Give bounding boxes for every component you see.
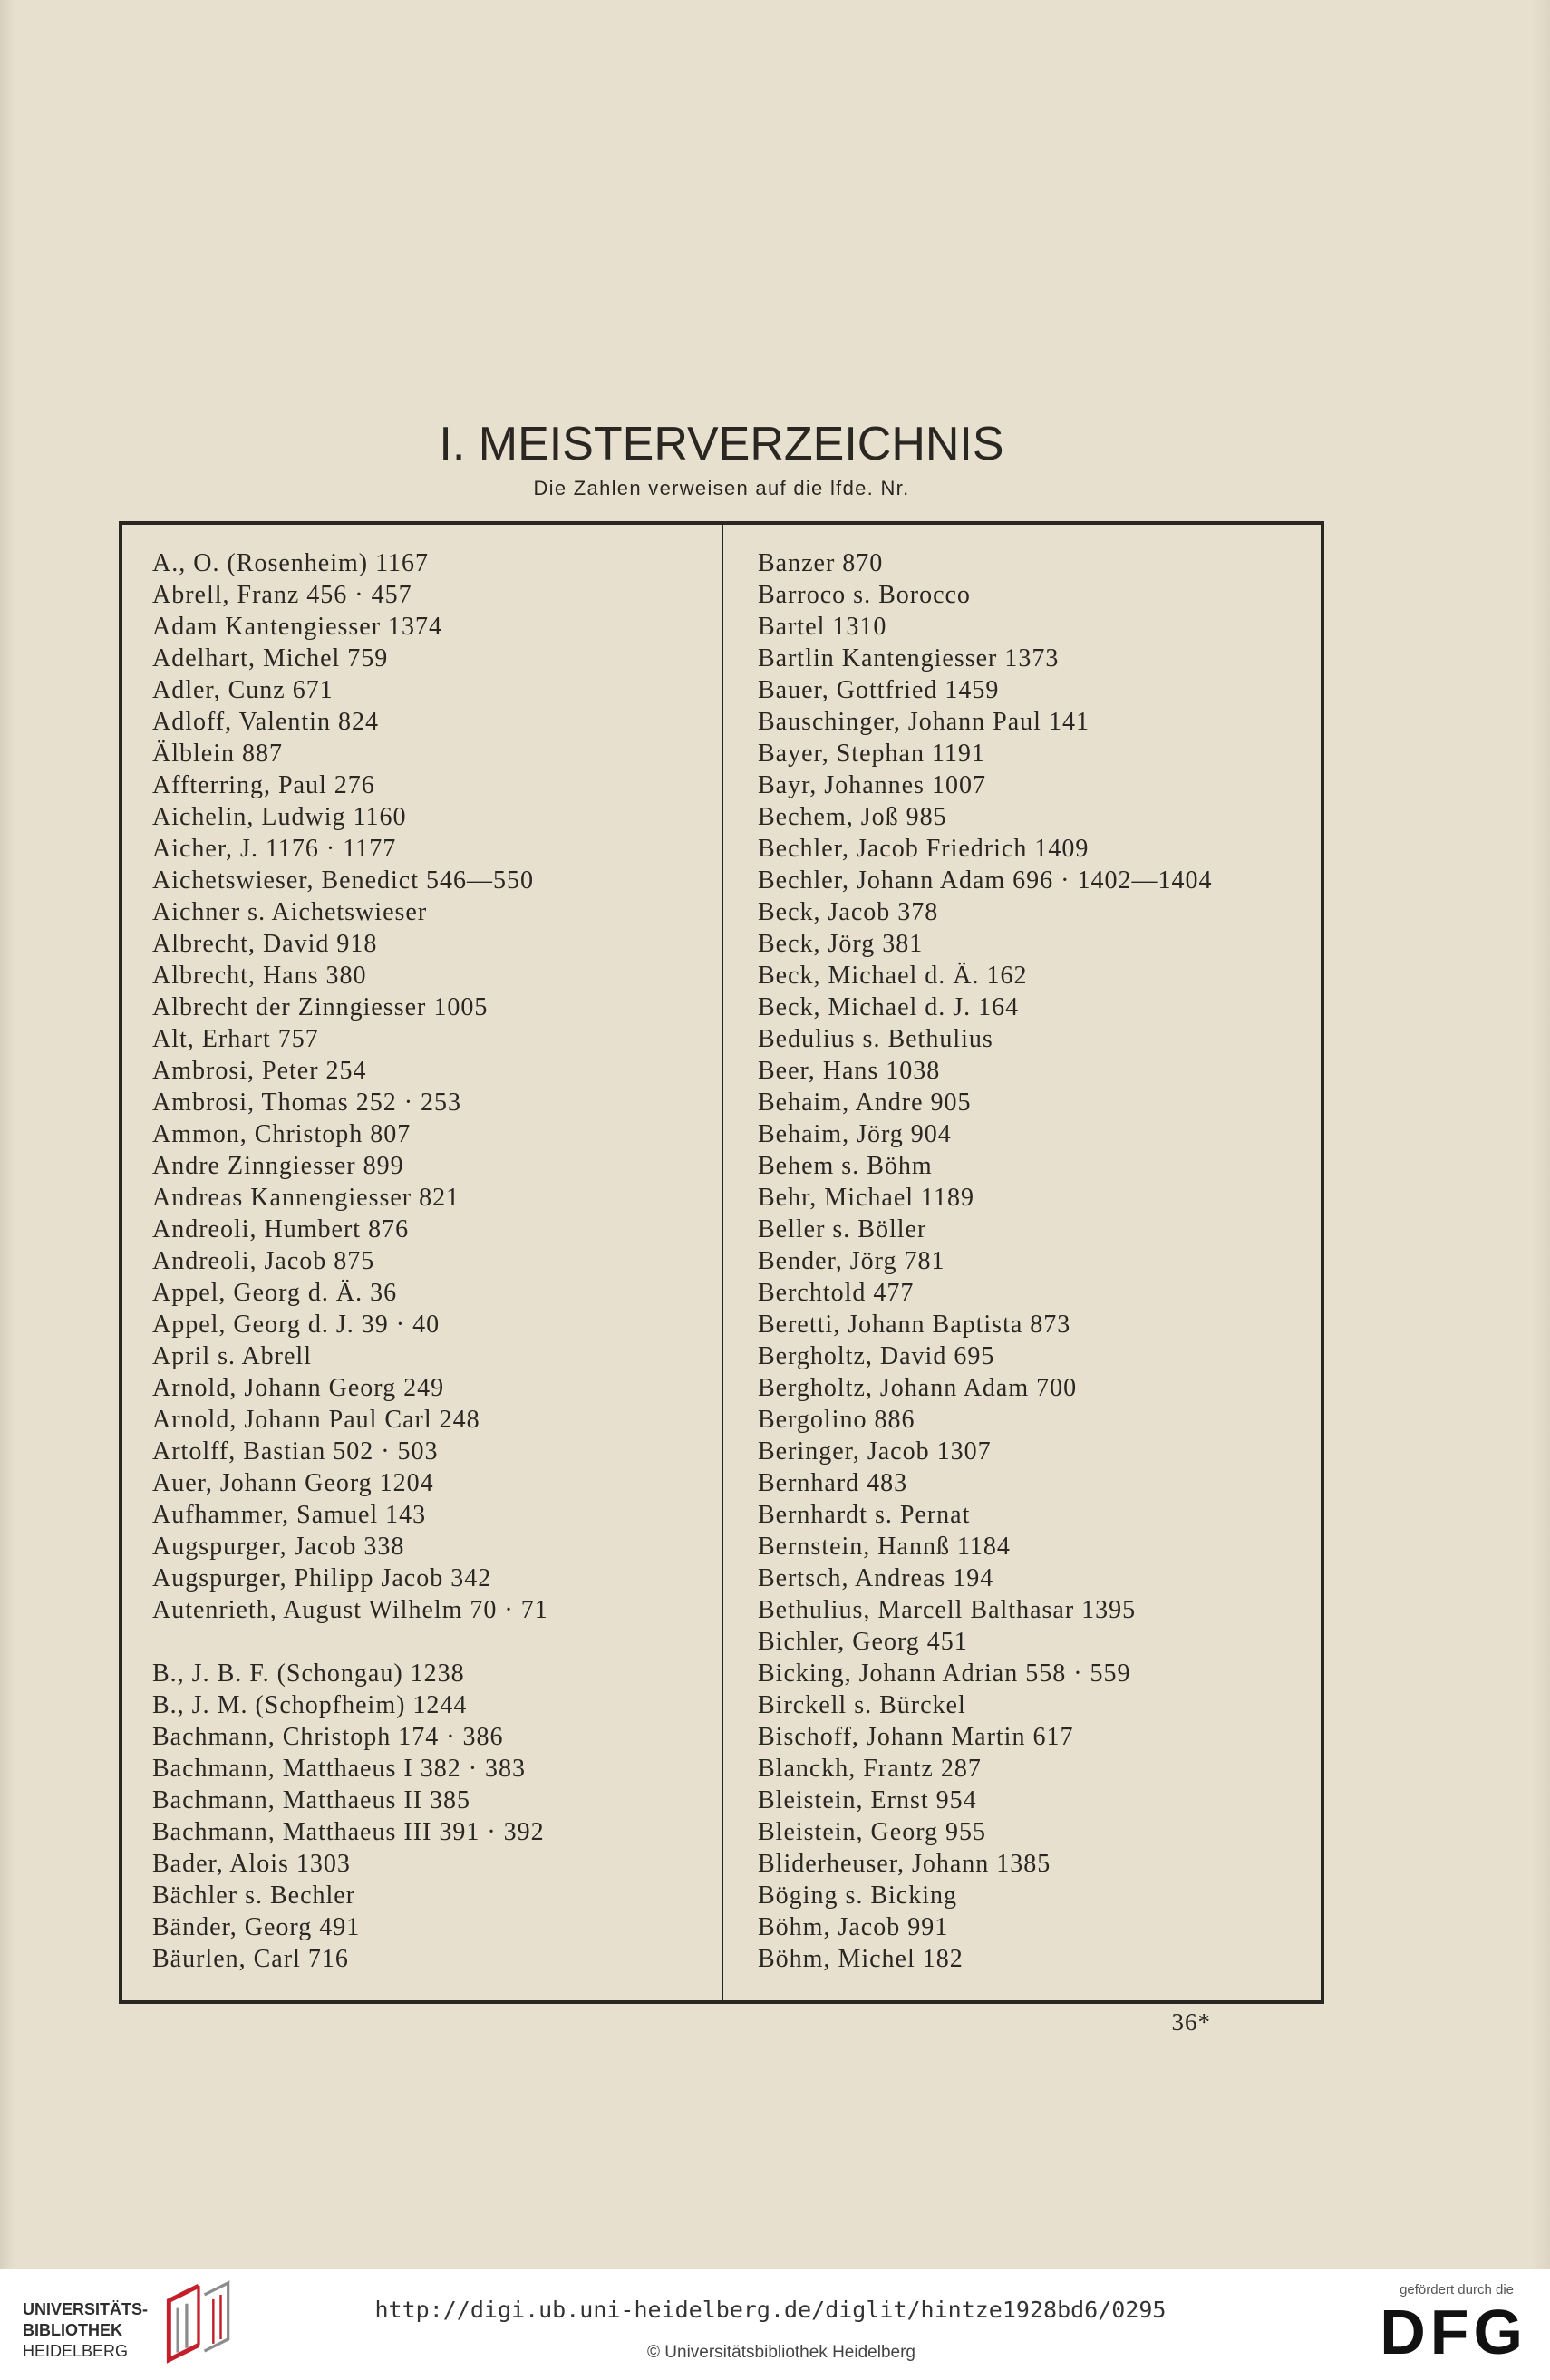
index-entry: Andre Zinngiesser 899	[152, 1152, 404, 1180]
index-entry: April s. Abrell	[152, 1342, 312, 1370]
index-entry: Bachmann, Matthaeus II 385	[152, 1786, 471, 1814]
index-entry: Behem s. Böhm	[758, 1152, 933, 1180]
index-entry: Appel, Georg d. J. 39 · 40	[152, 1311, 441, 1339]
index-box	[119, 521, 1324, 2004]
index-column-right	[758, 547, 1311, 1975]
index-entry: A., O. (Rosenheim) 1167	[152, 549, 430, 577]
page-title: I. MEISTERVERZEICHNIS	[439, 418, 1004, 470]
funding-note: gefördert durch die	[1400, 2282, 1514, 2298]
index-entry: Beck, Jacob 378	[758, 898, 939, 926]
page-number: 36*	[1171, 2008, 1211, 2036]
index-entry: Birckell s. Bürckel	[758, 1691, 966, 1719]
permalink-url[interactable]: http://digi.ub.uni-heidelberg.de/diglit/hintze1928bd6/0295	[374, 2297, 1167, 2323]
index-entry: Bleistein, Georg 955	[758, 1818, 987, 1846]
index-entry: Banzer 870	[758, 549, 884, 577]
index-entry: Bliderheuser, Johann 1385	[758, 1850, 1051, 1878]
index-entry: Beck, Jörg 381	[758, 930, 924, 958]
index-entry: Bäurlen, Carl 716	[152, 1945, 349, 1973]
index-entry: Bicking, Johann Adrian 558 · 559	[758, 1659, 1131, 1688]
index-entry: Alt, Erhart 757	[152, 1025, 319, 1053]
index-entry: Bedulius s. Bethulius	[758, 1025, 993, 1053]
library-book-icon	[154, 2278, 243, 2367]
index-entry: Ambrosi, Thomas 252 · 253	[152, 1088, 462, 1117]
index-entry: Bartlin Kantengiesser 1373	[758, 644, 1060, 672]
index-column-left	[152, 547, 705, 1975]
index-entry: Bachmann, Matthaeus I 382 · 383	[152, 1755, 527, 1783]
index-entry: Aichetswieser, Benedict 546—550	[152, 866, 535, 895]
index-entry: Ambrosi, Peter 254	[152, 1057, 367, 1085]
index-entry: Bachmann, Christoph 174 · 386	[152, 1723, 504, 1751]
index-entry: Behaim, Andre 905	[758, 1088, 972, 1117]
library-logo	[23, 2299, 148, 2362]
index-entry: Beck, Michael d. J. 164	[758, 993, 1020, 1021]
index-entry: Bischoff, Johann Martin 617	[758, 1723, 1074, 1751]
index-entry: Beringer, Jacob 1307	[758, 1437, 992, 1466]
index-entry: Andreas Kannengiesser 821	[152, 1184, 460, 1212]
index-entry: Bergholtz, David 695	[758, 1342, 995, 1370]
index-entry: Bernhard 483	[758, 1469, 908, 1497]
index-entry: Aicher, J. 1176 · 1177	[152, 835, 397, 863]
index-entry: Adler, Cunz 671	[152, 676, 334, 704]
library-name-line: BIBLIOTHEK	[23, 2321, 122, 2339]
index-entry: Blanckh, Frantz 287	[758, 1755, 982, 1783]
index-entry: Arnold, Johann Georg 249	[152, 1374, 445, 1402]
column-divider	[722, 525, 723, 2000]
index-entry: Aufhammer, Samuel 143	[152, 1501, 427, 1529]
library-name-line: HEIDELBERG	[23, 2342, 129, 2360]
index-entry: Bertsch, Andreas 194	[758, 1564, 994, 1592]
index-letter-group	[152, 547, 705, 1626]
index-entry: Bänder, Georg 491	[152, 1913, 361, 1941]
index-entry: Berchtold 477	[758, 1279, 915, 1307]
index-entry: Auer, Johann Georg 1204	[152, 1469, 434, 1497]
index-entry: Abrell, Franz 456 · 457	[152, 581, 412, 609]
index-entry: Barroco s. Borocco	[758, 581, 971, 609]
index-entry: Bergolino 886	[758, 1406, 915, 1434]
index-entry: Behr, Michael 1189	[758, 1184, 975, 1212]
copyright-notice: © Universitätsbibliothek Heidelberg	[647, 2343, 915, 2362]
index-entry: Appel, Georg d. Ä. 36	[152, 1279, 398, 1307]
index-entry: Bayr, Johannes 1007	[758, 771, 986, 799]
index-entry: Artolff, Bastian 502 · 503	[152, 1437, 439, 1466]
index-entry: Andreoli, Jacob 875	[152, 1247, 375, 1275]
dfg-logo: DFG	[1380, 2297, 1527, 2367]
index-entry: Bauer, Gottfried 1459	[758, 676, 1000, 704]
index-entry: B., J. M. (Schopfheim) 1244	[152, 1691, 468, 1719]
index-entry: Autenrieth, August Wilhelm 70 · 71	[152, 1596, 548, 1624]
index-letter-group	[152, 1658, 705, 1975]
index-entry: Bichler, Georg 451	[758, 1628, 968, 1656]
index-entry: Böhm, Michel 182	[758, 1945, 964, 1973]
index-entry: B., J. B. F. (Schongau) 1238	[152, 1659, 465, 1688]
index-entry: Bader, Alois 1303	[152, 1850, 351, 1878]
index-entry: Bechler, Johann Adam 696 · 1402—1404	[758, 866, 1213, 895]
index-entry: Beretti, Johann Baptista 873	[758, 1311, 1071, 1339]
index-entry: Bender, Jörg 781	[758, 1247, 945, 1275]
index-entry: Arnold, Johann Paul Carl 248	[152, 1406, 480, 1434]
index-entry: Bergholtz, Johann Adam 700	[758, 1374, 1078, 1402]
index-entry: Adelhart, Michel 759	[152, 644, 389, 672]
page-subtitle: Die Zahlen verweisen auf die lfde. Nr.	[533, 477, 910, 499]
index-entry: Bleistein, Ernst 954	[758, 1786, 977, 1814]
index-entry: Böhm, Jacob 991	[758, 1913, 949, 1941]
index-entry: Albrecht, David 918	[152, 930, 378, 958]
index-entry: Bernstein, Hannß 1184	[758, 1533, 1011, 1561]
index-entry: Beck, Michael d. Ä. 162	[758, 962, 1028, 990]
viewer-footer	[0, 2269, 1550, 2380]
index-entry: Bachmann, Matthaeus III 391 · 392	[152, 1818, 545, 1846]
index-entry: Bernhardt s. Pernat	[758, 1501, 971, 1529]
index-entry: Behaim, Jörg 904	[758, 1120, 952, 1148]
index-entry: Beller s. Böller	[758, 1215, 927, 1243]
index-entry: Ammon, Christoph 807	[152, 1120, 412, 1148]
index-letter-group	[758, 547, 1311, 1975]
index-entry: Andreoli, Humbert 876	[152, 1215, 410, 1243]
library-name-line: UNIVERSITÄTS-	[23, 2300, 149, 2318]
index-entry: Albrecht, Hans 380	[152, 962, 367, 990]
index-entry: Aichelin, Ludwig 1160	[152, 803, 407, 831]
index-entry: Älblein 887	[152, 740, 283, 768]
index-entry: Bächler s. Bechler	[152, 1882, 356, 1910]
index-entry: Bartel 1310	[758, 613, 887, 641]
index-entry: Adloff, Valentin 824	[152, 708, 379, 736]
index-entry: Aichner s. Aichetswieser	[152, 898, 428, 926]
index-entry: Böging s. Bicking	[758, 1882, 958, 1910]
index-entry: Albrecht der Zinngiesser 1005	[152, 993, 489, 1021]
index-entry: Bechem, Joß 985	[758, 803, 947, 831]
index-entry: Beer, Hans 1038	[758, 1057, 941, 1085]
index-entry: Augspurger, Philipp Jacob 342	[152, 1564, 492, 1592]
index-entry: Adam Kantengiesser 1374	[152, 613, 443, 641]
index-entry: Bethulius, Marcell Balthasar 1395	[758, 1596, 1137, 1624]
index-entry: Affterring, Paul 276	[152, 771, 375, 799]
index-entry: Bauschinger, Johann Paul 141	[758, 708, 1090, 736]
index-entry: Bechler, Jacob Friedrich 1409	[758, 835, 1090, 863]
index-entry: Bayer, Stephan 1191	[758, 740, 985, 768]
index-entry: Augspurger, Jacob 338	[152, 1533, 405, 1561]
